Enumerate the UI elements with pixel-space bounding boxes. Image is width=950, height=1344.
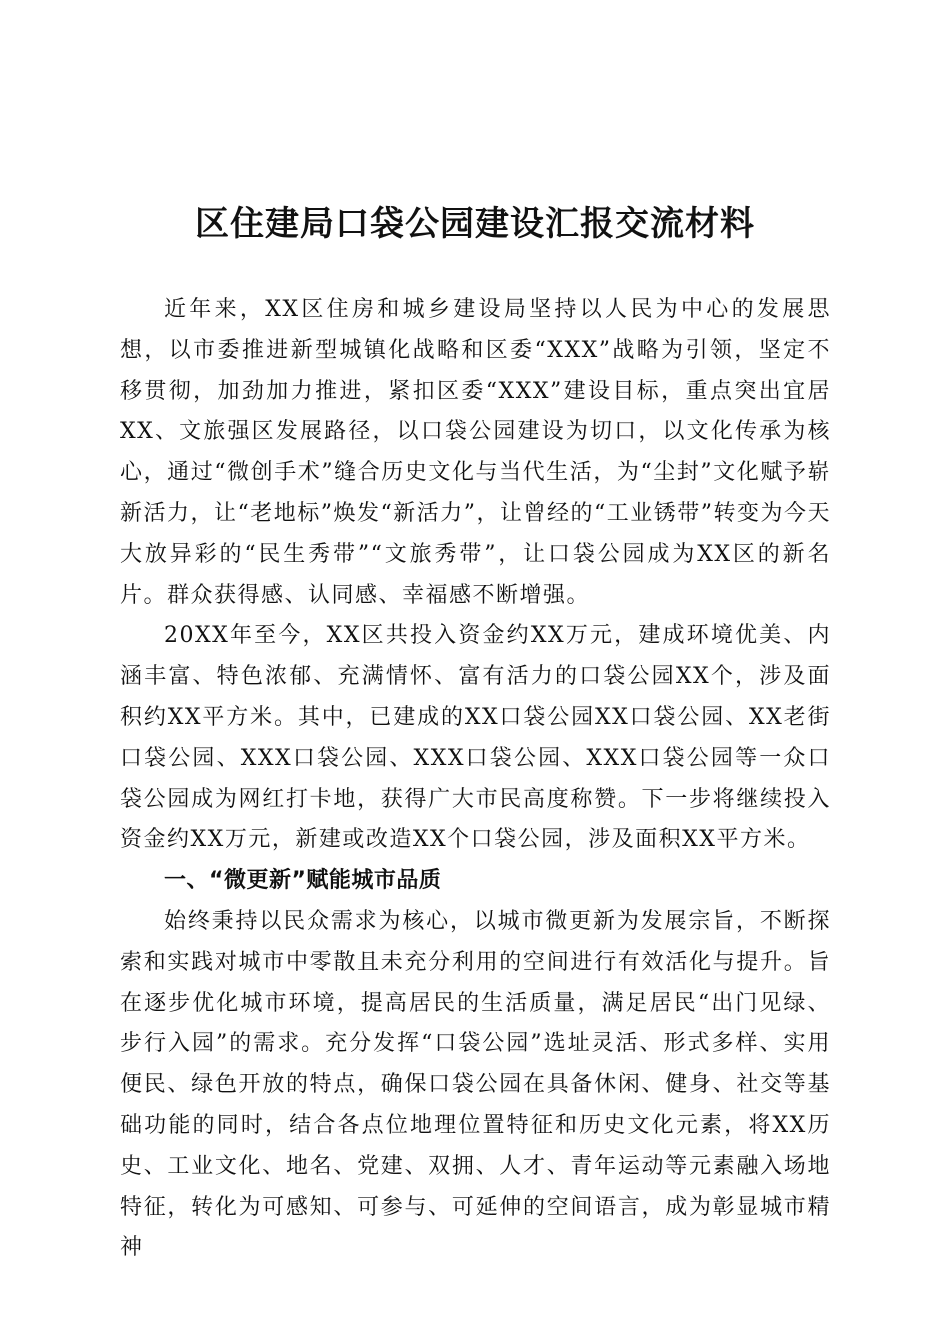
- document-title: 区住建局口袋公园建设汇报交流材料: [195, 204, 755, 244]
- section-paragraph: 始终秉持以民众需求为核心，以城市微更新为发展宗旨，不断探索和实践对城市中零散且未充分利用的空间进行有效活化与提升。旨在逐步优化城市环境，提高居民的生活质量，满足居民“出门见绿、步行入园”的需求。充分发挥“口袋公园”选址灵活、形式多样、实用便民、绿色开放的特点，确保口袋公园在具备休闲、健身、社交等基础功能的同时，结合各点位地理位置特征和历史文化元素，将XX历史、工业文化、地名、党建、双拥、人才、青年运动等元素融入场地特征，转化为可感知、可参与、可延伸的空间语言，成为彰显城市精神: [120, 908, 831, 1261]
- investment-paragraph: 20XX年至今，XX区共投入资金约XX万元，建成环境优美、内涵丰富、特色浓郁、充满情怀、富有活力的口袋公园XX个，涉及面积约XX平方米。其中，已建成的XX口袋公园XX口袋公园、XX老街口袋公园、XXX口袋公园、XXX口袋公园、XXX口袋公园等一众口袋公园成为网红打卡地，获得广大市民高度称赞。下一步将继续投入资金约XX万元，新建或改造XX个口袋公园，涉及面积XX平方米。: [120, 623, 831, 853]
- section-heading: 一、“微更新”赋能城市品质: [164, 868, 442, 894]
- intro-paragraph: 近年来，XX区住房和城乡建设局坚持以人民为中心的发展思想，以市委推进新型城镇化战略和区委“XXX”战略为引领，坚定不移贯彻，加劲加力推进，紧扣区委“XXX”建设目标，重点突出宜居XX、文旅强区发展路径，以口袋公园建设为切口，以文化传承为核心，通过“微创手术”缝合历史文化与当代生活，为“尘封”文化赋予崭新活力，让“老地标”焕发“新活力”，让曾经的“工业锈带”转变为今天大放异彩的“民生秀带”“文旅秀带”，让口袋公园成为XX区的新名片。群众获得感、认同感、幸福感不断增强。: [120, 297, 831, 608]
- document-body: [120, 290, 831, 1269]
